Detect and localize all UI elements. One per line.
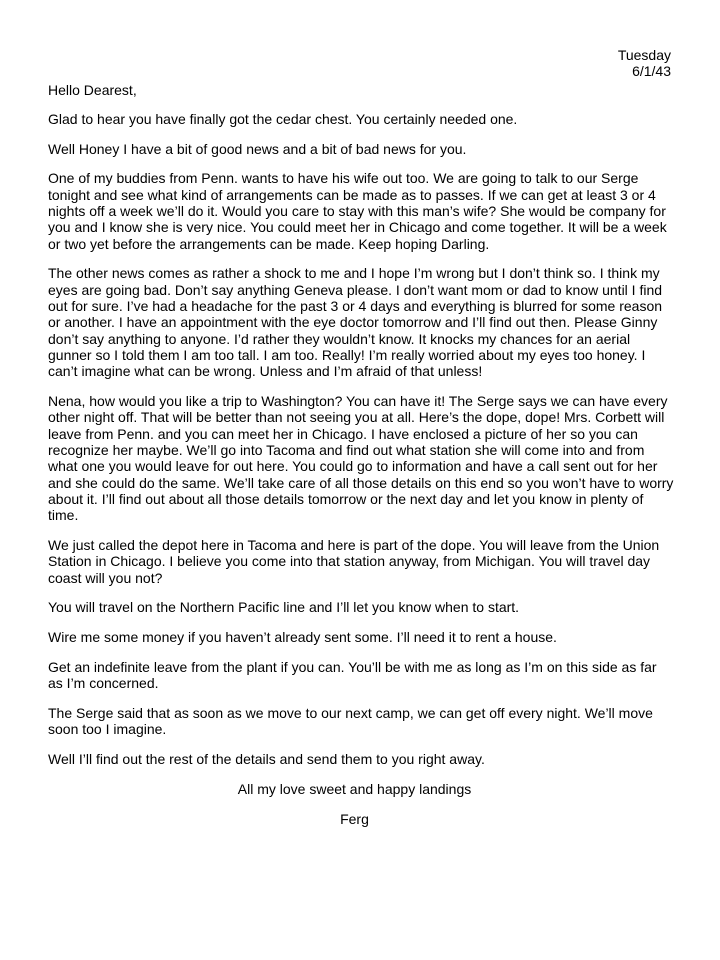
- paragraph: You will travel on the Northern Pacific line and I’ll let you know when to start.: [48, 599, 520, 616]
- paragraph: Well I’ll find out the rest of the details and send them to you right away.: [48, 751, 485, 768]
- paragraph: Nena, how would you like a trip to Washington? You can have it! The Serge says we can have every other night off. That will be better than not seeing you at all. Here’s the dope, dope! Mrs. Corbett will leave from Penn. and you can meet her in Chicago. I have enclosed a picture of her so you can recognize her maybe. We’ll go into Tacoma and find out what station she will come into and from what one you would leave for out here. You could go to information and have a call sent out for her and she could do the same. We’ll take care of all those details on this end so you won’t have to worry about it. I’ll find out about all those details tomorrow or the next day and let you know in plenty of time.: [48, 393, 674, 524]
- date-day: Tuesday: [617, 47, 671, 63]
- paragraph: The Serge said that as soon as we move to our next camp, we can get off every night. We’ll move soon too I imagine.: [48, 705, 653, 738]
- paragraph: Wire me some money if you haven’t already sent some. I’ll need it to rent a house.: [48, 629, 557, 646]
- date-block: [48, 47, 675, 80]
- paragraph: The other news comes as rather a shock to me and I hope I’m wrong but I don’t think so. I think my eyes are going bad. Don’t say anything Geneva please. I don’t want mom or dad to know until I find out for sure. I’ve had a headache for the past 3 or 4 days and everything is blurred for some reason or another. I have an appointment with the eye doctor tomorrow and I’ll find out then. Please Ginny don’t say anything to anyone. I’d rather they wouldn’t know. It knocks my chances for an aerial gunner so I told them I am too tall. I am too. Really! I’m really worried about my eyes too honey. I can’t imagine what can be wrong. Unless and I’m afraid of that unless!: [48, 265, 663, 380]
- paragraph: Well Honey I have a bit of good news and a bit of bad news for you.: [48, 140, 467, 157]
- letter-page: [48, 47, 675, 827]
- paragraph: Get an indefinite leave from the plant if you can. You’ll be with me as long as I’m on this side as far as I’m concerned.: [48, 658, 657, 692]
- paragraph: We just called the depot here in Tacoma and here is part of the dope. You will leave from the Union Station in Chicago. I believe you come into that station anyway, from Michigan. You will travel day coast will you not?: [48, 536, 660, 586]
- greeting: Hello Dearest,: [48, 81, 137, 98]
- closing-line: All my love sweet and happy landings: [237, 780, 472, 797]
- paragraph: One of my buddies from Penn. wants to have his wife out too. We are going to talk to our Serge tonight and see what kind of arrangements can be made as to passes. If we can get at least 3 or 4 nights off a week we’ll do it. Would you care to stay with this man’s wife? She would be company for you and I know she is very nice. You could meet her in Chicago and come together. It will be a week or two yet before the arrangements can be made. Keep hoping Darling.: [48, 170, 667, 252]
- signature: Ferg: [340, 811, 369, 828]
- paragraph: Glad to hear you have finally got the cedar chest. You certainly needed one.: [48, 110, 518, 127]
- date-value: 6/1/43: [632, 63, 671, 80]
